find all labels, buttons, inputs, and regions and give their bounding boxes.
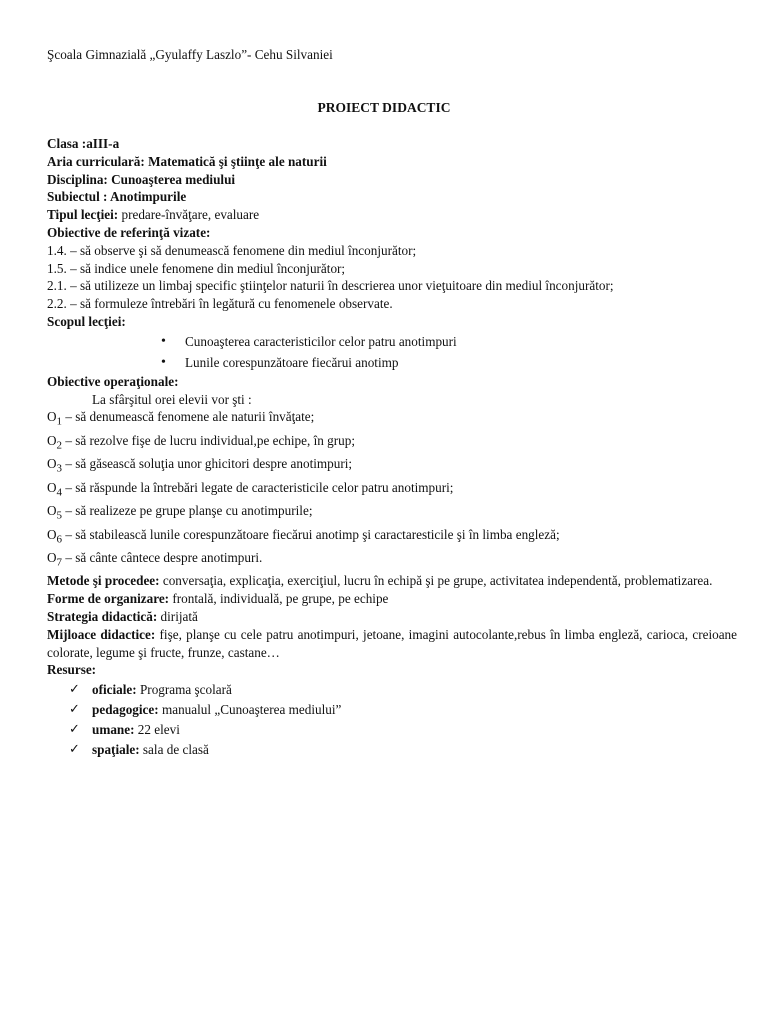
obiectiv-referinta-item: 1.5. – să indice unele fenomene din mediul înconjurător; [47, 260, 346, 276]
obiectiv-index: 4 [56, 486, 63, 499]
strategia-label: Strategia didactică: [47, 609, 158, 625]
obiectiv-text: – să găsească soluţia unor ghicitori despre anotimpuri; [62, 456, 353, 472]
obiectiv-text: – să realizeze pe grupe planşe cu anotimpurile; [62, 503, 313, 519]
field-clasa: Clasa :aIII-a [47, 136, 120, 151]
document-body [47, 135, 737, 759]
obiectiv-index: 6 [56, 533, 63, 546]
list-item [47, 700, 737, 720]
scopul-heading: Scopul lecţiei: [47, 313, 126, 329]
aria-value: Matematică şi ştiinţe ale naturii [148, 153, 327, 169]
obiectiv-operational-item [47, 455, 737, 478]
checkmark-icon: ✓ [69, 741, 80, 757]
list-item [47, 720, 737, 740]
obiectiv-referinta-item: 2.1. – să utilizeze un limbaj specific ştiinţelor naturii în descrierea unor vieţuitoare din mediul înconjurător; [47, 278, 614, 294]
obiectiv-text: – să denumească fenomene ale naturii învăţate; [62, 409, 315, 425]
obiectiv-code: O [47, 409, 57, 425]
tipul-label: Tipul lecţiei: [47, 207, 119, 223]
scopul-item-text: Cunoaşterea caracteristicilor celor patru anotimpuri [185, 333, 457, 349]
strategia-paragraph [47, 608, 737, 626]
obiectiv-text: – să cânte cântece despre anotimpuri. [62, 549, 263, 565]
resursa-label: umane: [92, 721, 135, 737]
scopul-item-text: Lunile corespunzătoare fiecărui anotimp [185, 354, 399, 370]
obiectiv-referinta-item: 1.4. – să observe şi să denumească fenomene din mediul înconjurător; [47, 242, 417, 258]
list-item [47, 352, 737, 373]
obiectiv-code: O [47, 432, 57, 448]
obiectiv-index: 7 [56, 556, 63, 569]
field-disciplina: Disciplina: Cunoaşterea mediului [47, 171, 236, 187]
tipul-value: predare-învăţare, evaluare [118, 207, 260, 223]
resurse-list [47, 680, 737, 759]
checkmark-icon: ✓ [69, 721, 80, 737]
aria-label: Aria curriculară: [47, 153, 145, 169]
forme-value: frontală, individuală, pe grupe, pe echipe [169, 591, 389, 607]
checkmark-icon: ✓ [69, 682, 80, 698]
list-item [47, 331, 737, 352]
mijloace-value: fişe, planşe cu cele patru anotimpuri, jetoane, imagini autocolante,rebus în limba engleză, carioca, creioane colorate, legume şi fructe, frunze, castane… [47, 626, 737, 660]
field-aria [47, 153, 737, 171]
document-title: PROIECT DIDACTIC [317, 100, 451, 115]
metode-label: Metode şi procedee: [47, 573, 160, 589]
obiectiv-code: O [47, 549, 57, 565]
resursa-label: pedagogice: [92, 702, 159, 717]
obiectiv-code: O [47, 503, 57, 519]
obiectiv-code: O [47, 526, 57, 542]
resursa-label: spaţiale: [92, 741, 140, 757]
obiectiv-operational-item [47, 432, 737, 455]
obiective-operationale-list [47, 408, 737, 572]
resursa-label: oficiale: [92, 682, 137, 698]
forme-label: Forme de organizare: [47, 591, 170, 607]
resurse-heading: Resurse: [47, 662, 97, 678]
field-tipul [47, 206, 737, 224]
strategia-value: dirijată [157, 609, 198, 625]
resursa-value: Programa şcolară [136, 682, 232, 698]
obiectiv-operational-item [47, 502, 737, 525]
obiective-operationale-intro: La sfârşitul orei elevii vor şti : [92, 391, 252, 407]
scopul-list [47, 331, 737, 373]
obiectiv-operational-item [47, 549, 737, 572]
obiectiv-text: – să stabilească lunile corespunzătoare fiecărui anotimp şi caractaresticile şi în limba engleză; [62, 526, 560, 542]
obiectiv-index: 2 [56, 439, 63, 452]
metode-paragraph [47, 572, 737, 590]
mijloace-paragraph [47, 626, 737, 662]
field-subiect: Subiectul : Anotimpurile [47, 189, 187, 205]
school-name: Şcoala Gimnazială „Gyulaffy Laszlo”- Cehu Silvaniei [47, 47, 333, 62]
resursa-value: manualul „Cunoaşterea mediului” [158, 702, 342, 717]
obiective-referinta-heading: Obiective de referinţă vizate: [47, 224, 211, 240]
obiectiv-code: O [47, 456, 57, 472]
checkmark-icon: ✓ [69, 702, 80, 717]
forme-paragraph [47, 590, 737, 608]
resursa-value: sala de clasă [139, 741, 209, 757]
obiectiv-operational-item [47, 408, 737, 431]
obiectiv-index: 3 [56, 462, 63, 475]
obiectiv-operational-item [47, 526, 737, 549]
obiectiv-text: – să rezolve fişe de lucru individual,pe echipe, în grup; [62, 432, 355, 448]
obiective-operationale-heading: Obiective operaţionale: [47, 373, 179, 389]
obiectiv-index: 5 [56, 509, 63, 522]
mijloace-label: Mijloace didactice: [47, 626, 156, 642]
list-item [47, 740, 737, 760]
obiectiv-referinta-item: 2.2. – să formuleze întrebări în legătură cu fenomenele observate. [47, 296, 393, 312]
obiectiv-operational-item [47, 479, 737, 502]
list-item [47, 680, 737, 700]
obiectiv-index: 1 [56, 416, 63, 428]
obiectiv-code: O [47, 479, 57, 495]
obiectiv-text: – să răspunde la întrebări legate de caracteristicile celor patru anotimpuri; [62, 479, 454, 495]
resursa-value: 22 elevi [134, 721, 180, 737]
metode-value: conversaţia, explicaţia, exerciţiul, lucru în echipă şi pe grupe, activitatea independentă, problematizarea. [159, 573, 713, 589]
